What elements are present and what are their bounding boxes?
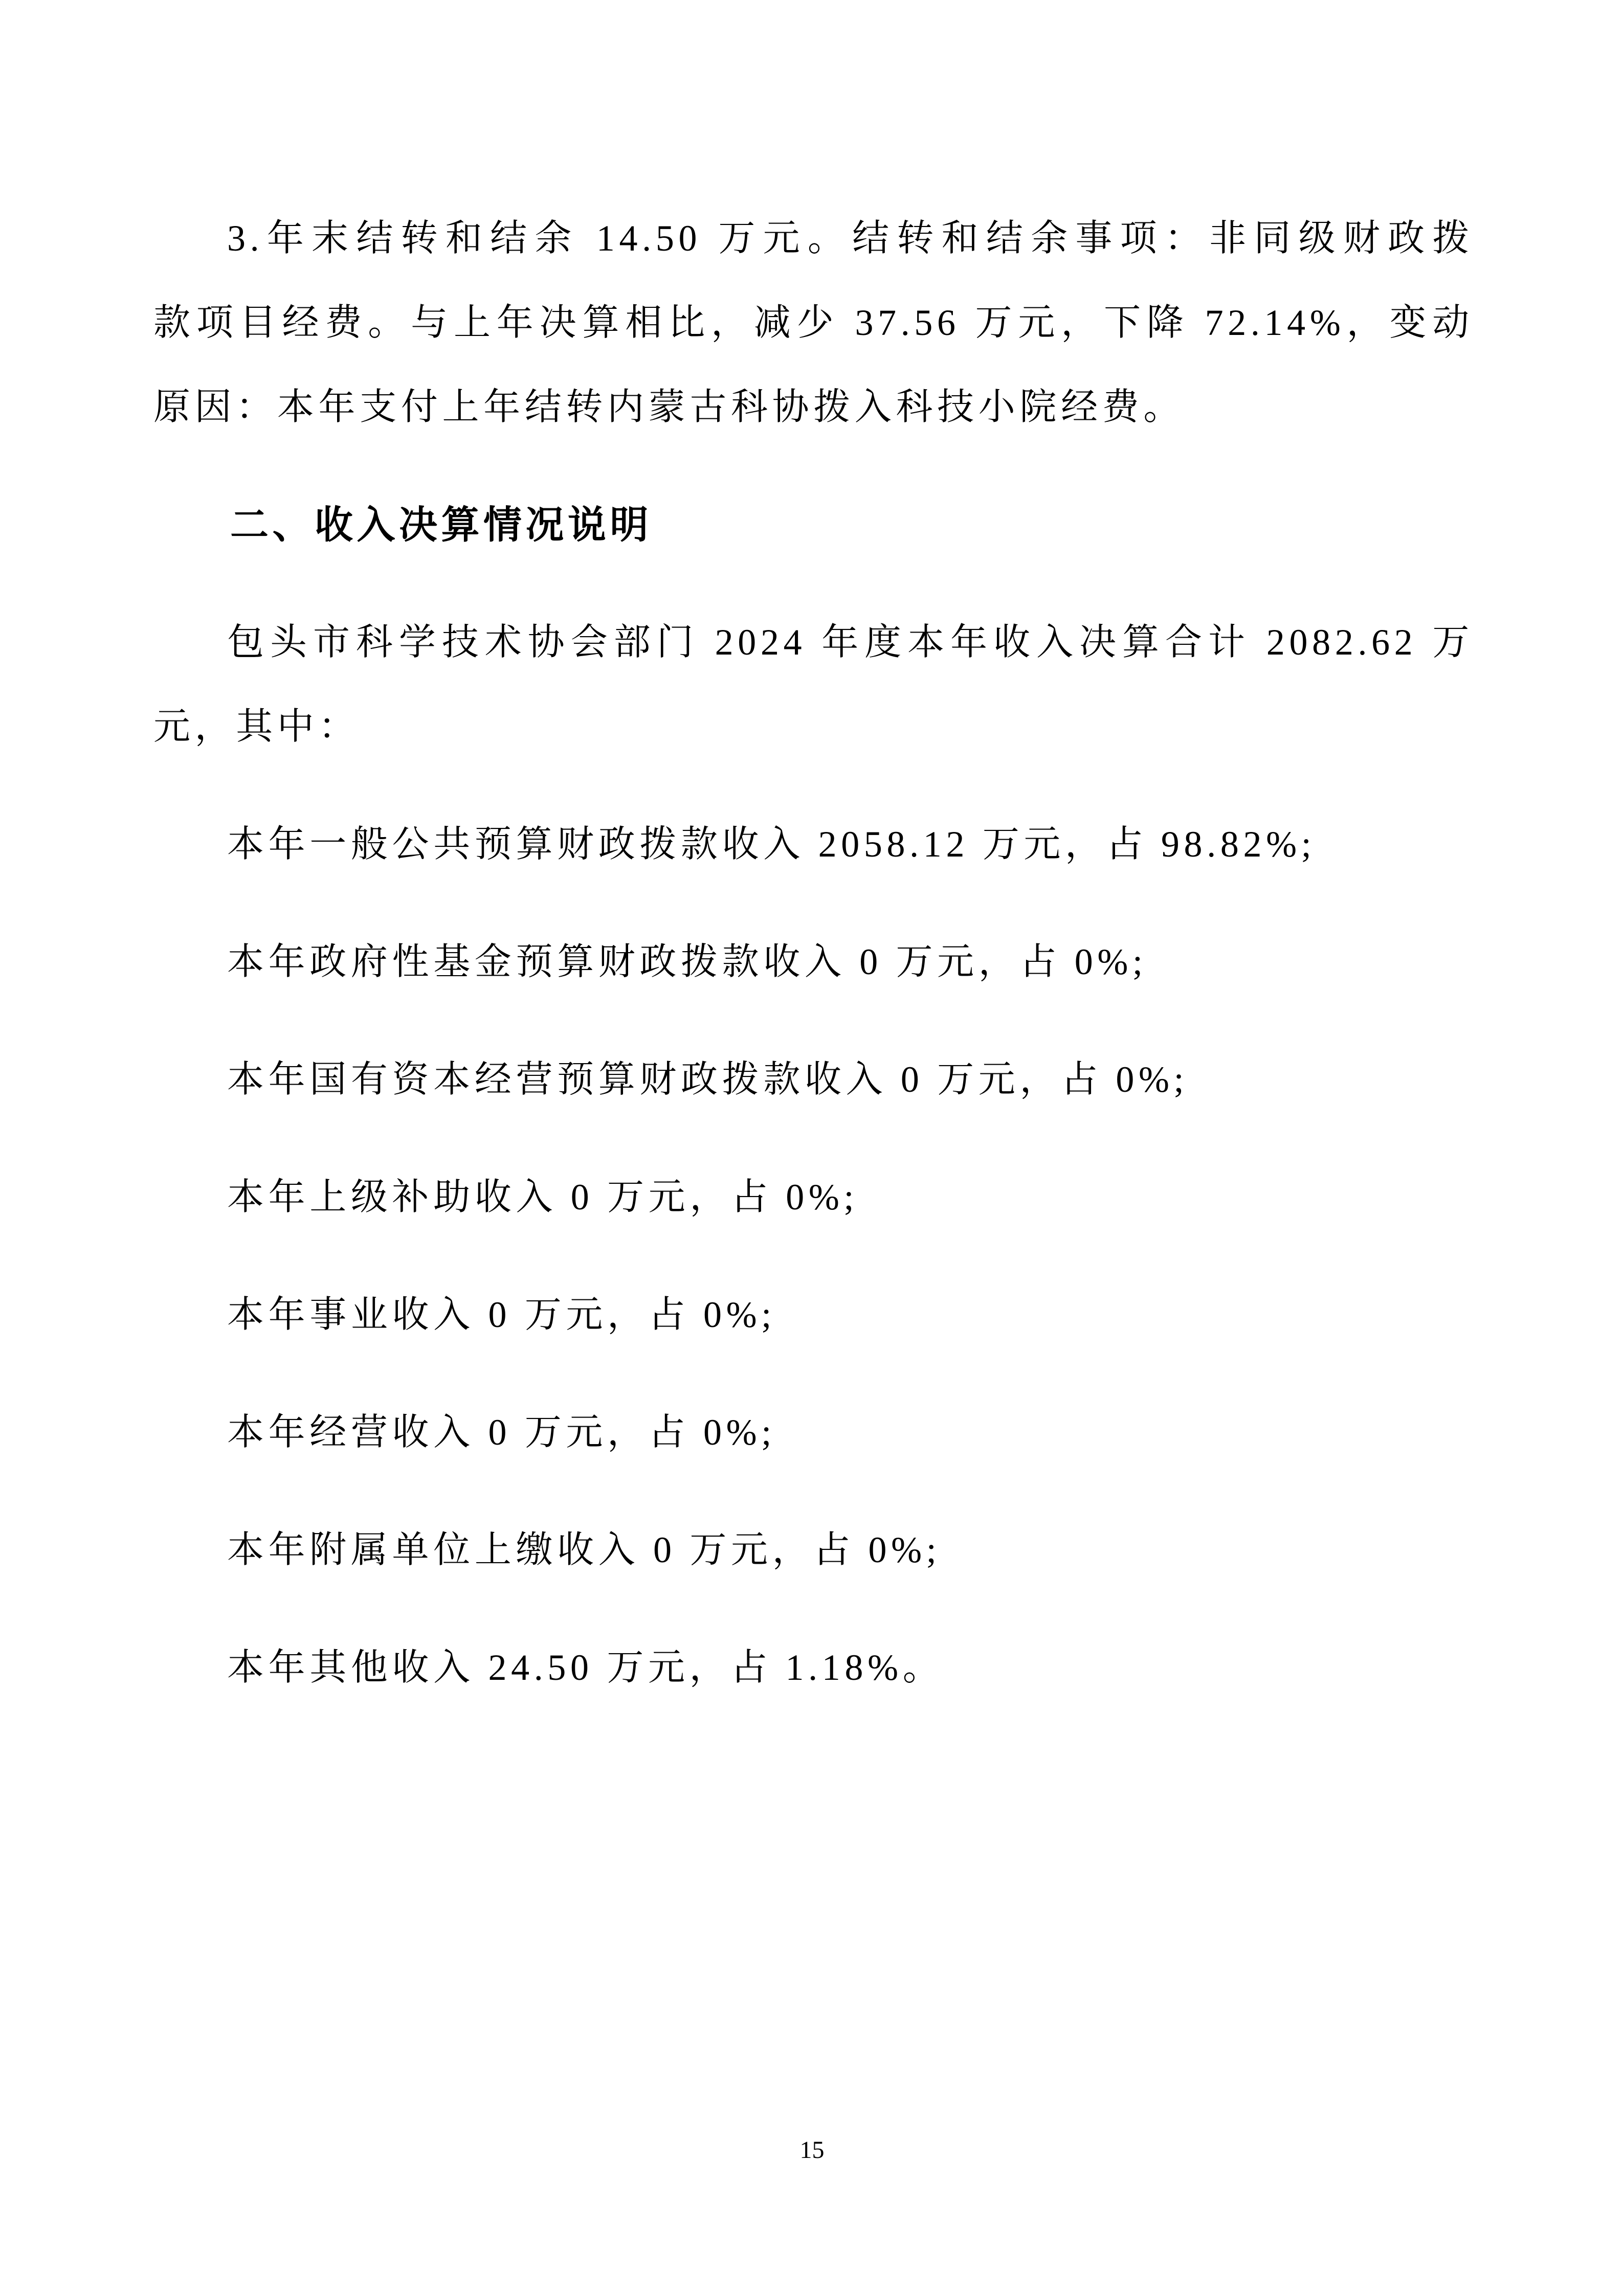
- section-heading-income: 二、收入决算情况说明: [230, 503, 653, 546]
- income-item: 本年附属单位上缴收入 0 万元，占 0%;: [227, 1529, 941, 1570]
- income-item: 本年国有资本经营预算财政拨款收入 0 万元，占 0%;: [227, 1059, 1189, 1100]
- paragraph-line: 款项目经费。与上年决算相比，减少 37.56 万元，下降 72.14%，变动: [153, 302, 1474, 343]
- document-body: [153, 196, 1474, 1743]
- paragraph-line: 包头市科学技术协会部门 2024 年度本年收入决算合计 2082.62 万: [227, 622, 1474, 663]
- income-item: 本年事业收入 0 万元，占 0%;: [227, 1294, 776, 1335]
- page-number: 15: [799, 2136, 825, 2164]
- carryover-paragraph: [153, 196, 1474, 449]
- income-item: 本年经营收入 0 万元，占 0%;: [227, 1412, 776, 1453]
- paragraph-line: 元，其中：: [153, 706, 360, 747]
- income-item: 本年其他收入 24.50 万元，占 1.18%。: [227, 1647, 944, 1688]
- income-item: 本年一般公共预算财政拨款收入 2058.12 万元，占 98.82%;: [227, 824, 1316, 865]
- paragraph-line: 原因：本年支付上年结转内蒙古科协拨入科技小院经费。: [153, 387, 1185, 427]
- income-item: 本年上级补助收入 0 万元，占 0%;: [227, 1177, 859, 1218]
- paragraph-line: 3.年末结转和结余 14.50 万元。结转和结余事项：非同级财政拨: [227, 218, 1474, 259]
- income-total-paragraph: [153, 600, 1474, 769]
- income-items-list: [153, 802, 1474, 1710]
- income-item: 本年政府性基金预算财政拨款收入 0 万元，占 0%;: [227, 941, 1147, 982]
